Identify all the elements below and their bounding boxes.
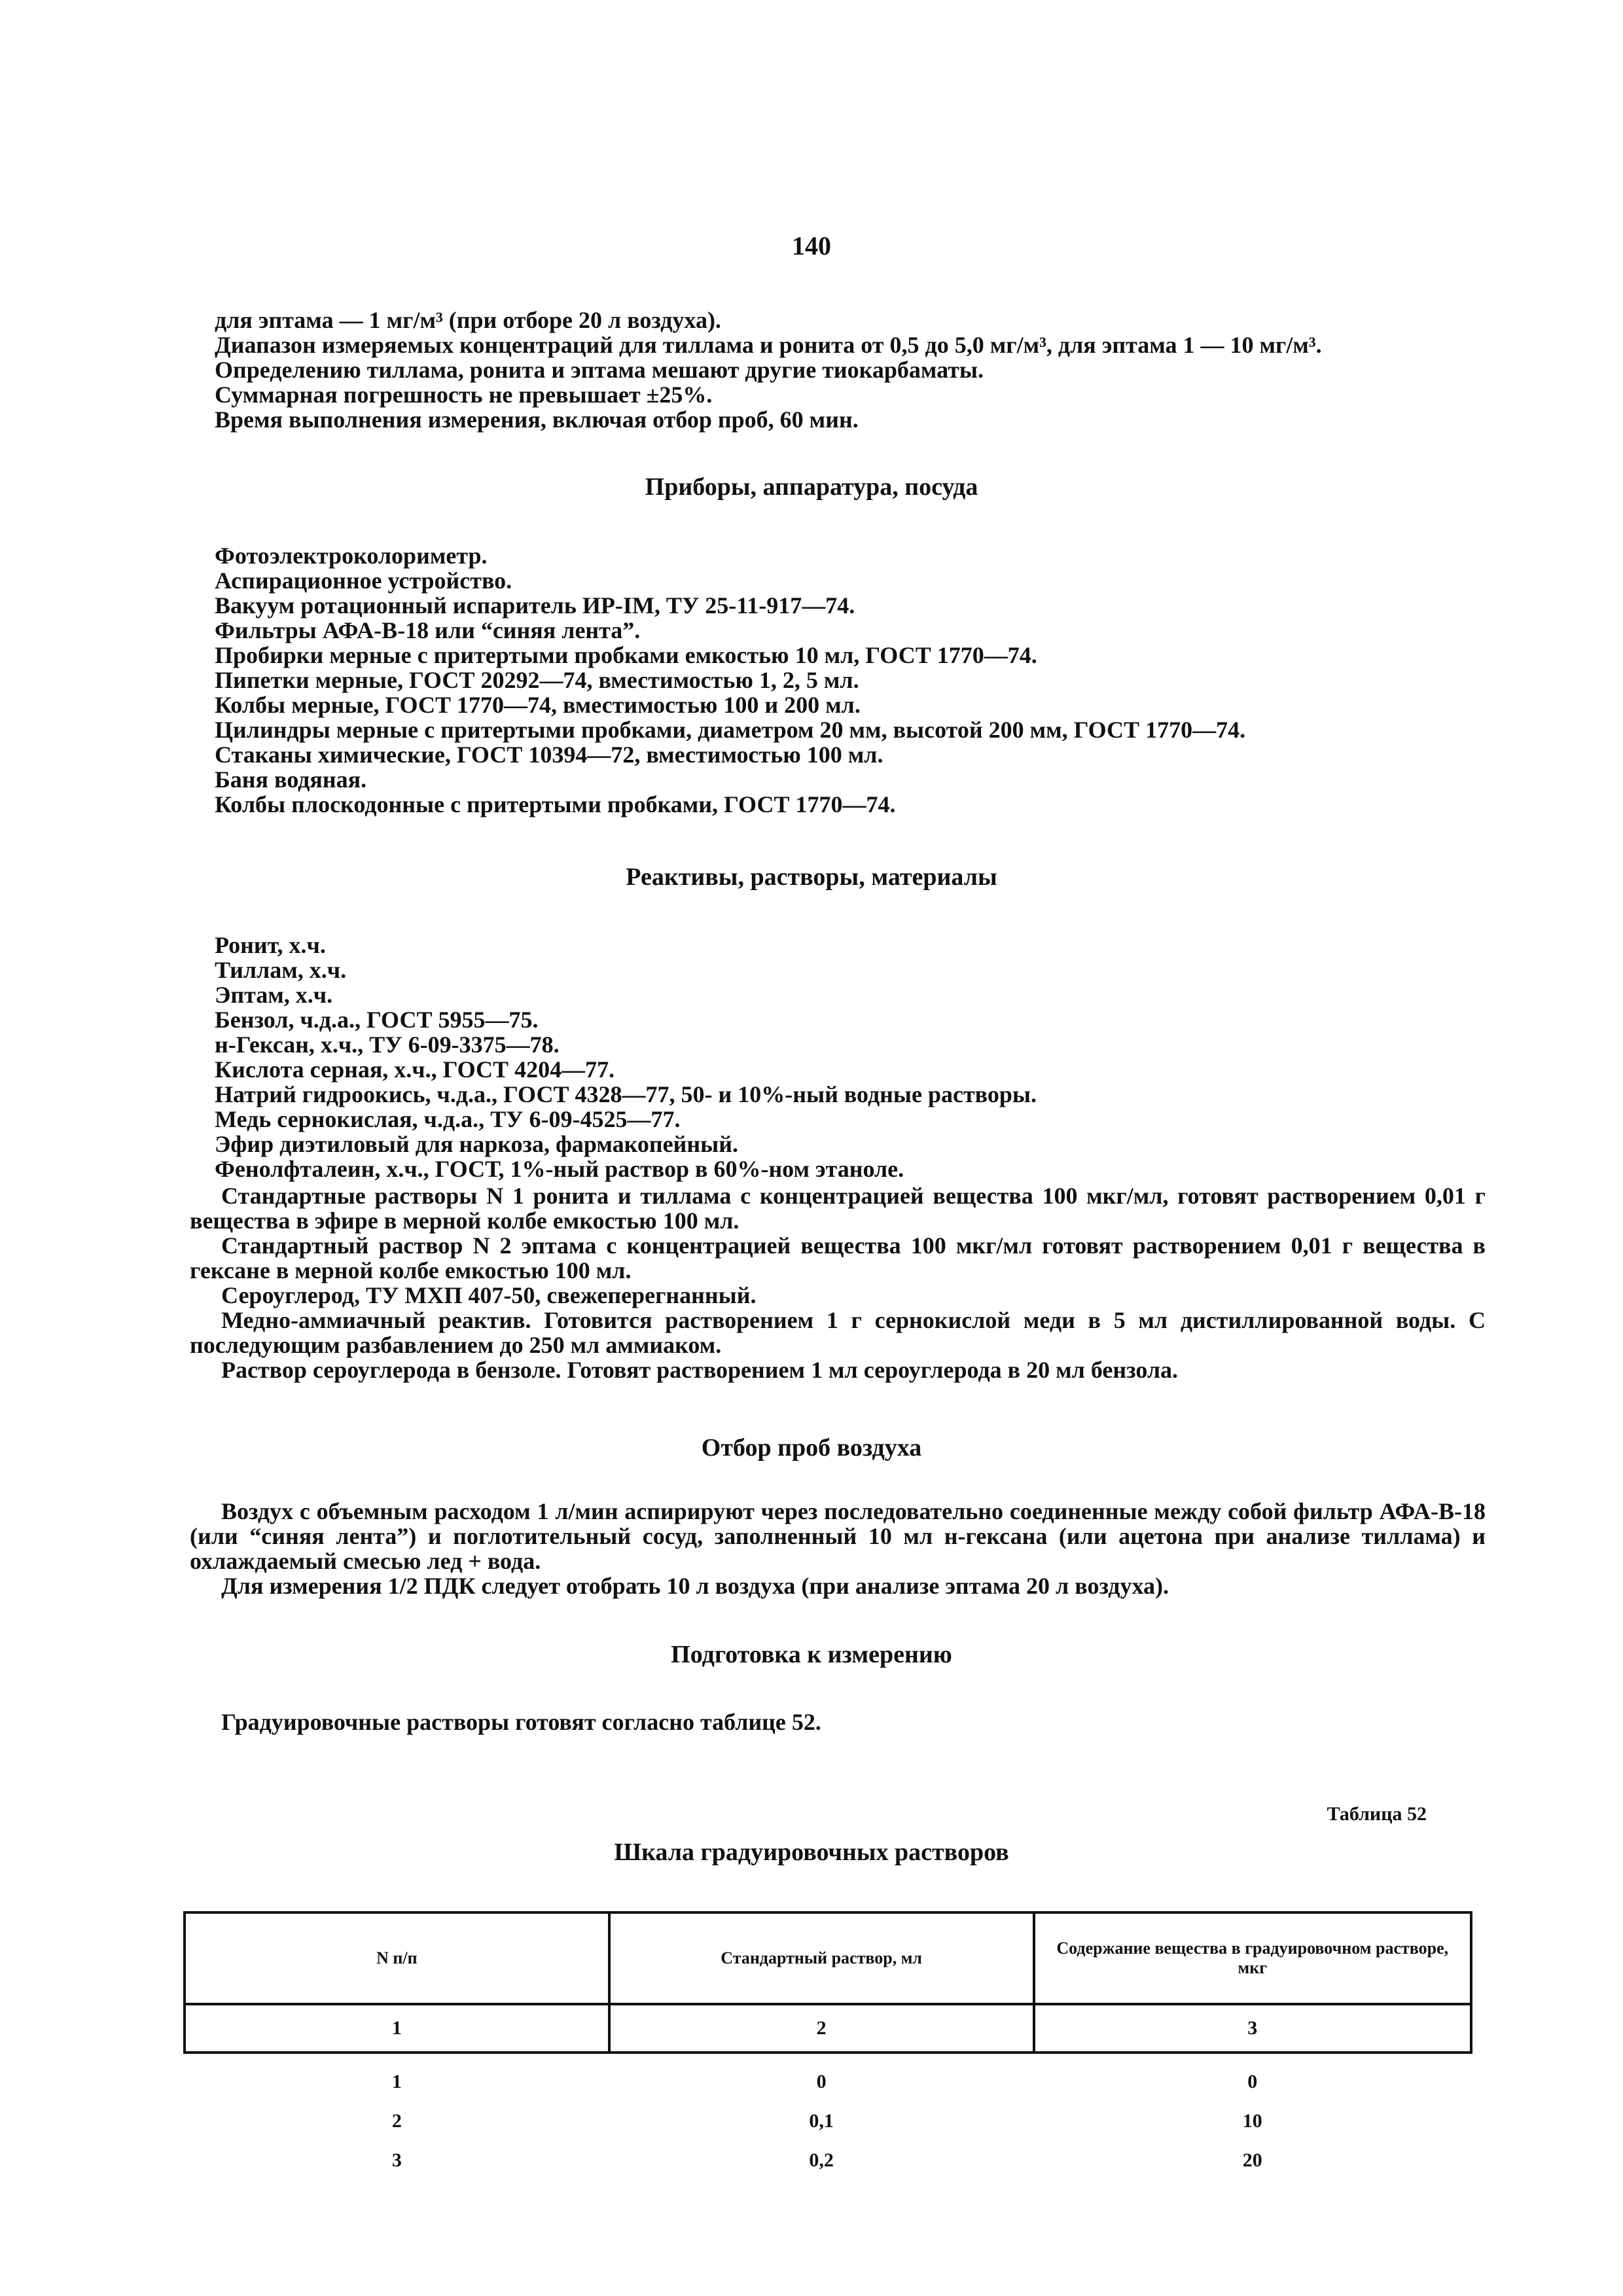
- table-cell: 0: [1247, 2071, 1258, 2092]
- table-cell: 20: [1242, 2149, 1262, 2171]
- section-heading-reagents: Реактивы, растворы, материалы: [626, 863, 997, 891]
- table-column-number-row: [185, 2004, 1471, 2053]
- paragraph: Раствор сероуглерода в бензоле. Готовят растворением 1 мл сероуглерода в 20 мл бензола.: [221, 1357, 1179, 1383]
- table-title: Шкала градуировочных растворов: [614, 1839, 1009, 1866]
- table-cell: 2: [391, 2110, 402, 2132]
- table-cell: 10: [1242, 2110, 1262, 2132]
- list-item: Фенолфталеин, х.ч., ГОСТ, 1%-ный раствор в 60%-ном этаноле.: [215, 1156, 904, 1182]
- paragraph: Стандартные растворы N 1 ронита и тиллама с концентрацией вещества 100 мкг/мл, готовят растворением 0,01 г вещества в эфире в мерной колбе емкостью 100 мл.: [190, 1183, 1486, 1234]
- list-item: Колбы мерные, ГОСТ 1770—74, вместимостью 100 и 200 мл.: [215, 692, 861, 718]
- table-cell: 0,1: [809, 2110, 834, 2132]
- table-cell: 1: [391, 2071, 402, 2092]
- paragraph: Воздух с объемным расходом 1 л/мин аспирируют через последовательно соединенные между собой фильтр АФА-В-18 (или “синяя лента”) и поглотительный сосуд, заполненный 10 мл н-гексана (или ацетона при анализе тиллама) и охлаждаемый смесью лед + вода.: [190, 1498, 1486, 1574]
- table-row: [185, 2141, 1471, 2180]
- list-item: Колбы плоскодонные с притертыми пробками, ГОСТ 1770—74.: [215, 791, 896, 817]
- preparation-paragraph: Градуировочные растворы готовят согласно таблице 52.: [221, 1709, 821, 1735]
- intro-line: для эптама — 1 мг/м³ (при отборе 20 л воздуха).: [215, 307, 721, 333]
- column-number-cell: 1: [185, 2004, 609, 2053]
- reagents-paragraphs: [190, 1183, 1486, 1382]
- column-number-cell: 3: [1034, 2004, 1471, 2053]
- list-item: Аспирационное устройство.: [215, 567, 512, 594]
- list-item: Пипетки мерные, ГОСТ 20292—74, вместимостью 1, 2, 5 мл.: [215, 667, 859, 693]
- column-number-cell: 2: [609, 2004, 1034, 2053]
- table-header-cell: Стандартный раствор, мл: [609, 1912, 1034, 2004]
- list-item: Стаканы химические, ГОСТ 10394—72, вместимостью 100 мл.: [215, 742, 883, 768]
- list-item: Пробирки мерные с притертыми пробками емкостью 10 мл, ГОСТ 1770—74.: [215, 642, 1037, 668]
- list-item: Медь сернокислая, ч.д.а., ТУ 6-09-4525—77.: [215, 1106, 681, 1132]
- list-item: Вакуум ротационный испаритель ИР-IM, ТУ 25-11-917—74.: [215, 592, 855, 619]
- list-item: Ронит, х.ч.: [215, 932, 326, 958]
- paragraph: Сероуглерод, ТУ МХП 407-50, свежеперегнанный.: [221, 1282, 757, 1308]
- table-row: [185, 2053, 1471, 2102]
- table-cell: 0: [816, 2071, 827, 2092]
- list-item: Бензол, ч.д.а., ГОСТ 5955—75.: [215, 1007, 539, 1033]
- reagents-list: [215, 933, 1484, 1181]
- intro-line: Диапазон измеряемых концентраций для тиллама и ронита от 0,5 до 5,0 мг/м³, для эптама 1 — 10 мг/м³.: [215, 332, 1322, 358]
- section-heading-preparation: Подготовка к измерению: [671, 1641, 952, 1668]
- table-header-cell: Содержание вещества в градуировочном растворе, мкг: [1034, 1912, 1471, 2004]
- page-number: 140: [792, 231, 831, 260]
- list-item: Натрий гидроокись, ч.д.а., ГОСТ 4328—77, 50- и 10%-ный водные растворы.: [215, 1081, 1037, 1107]
- intro-line: Определению тиллама, ронита и эптама мешают другие тиокарбаматы.: [215, 357, 984, 383]
- table-label: Таблица 52: [1327, 1803, 1427, 1825]
- table-row: [185, 2102, 1471, 2141]
- section-heading-instruments: Приборы, аппаратура, посуда: [645, 473, 978, 501]
- table-cell: 0,2: [809, 2149, 834, 2171]
- intro-line: Время выполнения измерения, включая отбор проб, 60 мин.: [215, 406, 859, 433]
- table-header-cell: N п/п: [185, 1912, 609, 2004]
- table-cell: 3: [391, 2149, 402, 2171]
- paragraph: Для измерения 1/2 ПДК следует отобрать 10 л воздуха (при анализе эптама 20 л воздуха).: [221, 1573, 1169, 1599]
- list-item: Цилиндры мерные с притертыми пробками, диаметром 20 мм, высотой 200 мм, ГОСТ 1770—74.: [215, 717, 1246, 743]
- intro-text: [215, 308, 1484, 432]
- list-item: Тиллам, х.ч.: [215, 957, 347, 983]
- paragraph: Медно-аммиачный реактив. Готовится растворением 1 г сернокислой меди в 5 мл дистиллированной воды. С последующим разбавлением до 250 мл аммиаком.: [190, 1307, 1486, 1358]
- calibration-table: [183, 1911, 1472, 2180]
- list-item: Фильтры АФА-В-18 или “синяя лента”.: [215, 617, 641, 643]
- table-header-row: [185, 1912, 1471, 2004]
- list-item: Эптам, х.ч.: [215, 982, 333, 1008]
- sampling-paragraphs: [190, 1499, 1486, 1598]
- instruments-list: [215, 543, 1484, 817]
- intro-line: Суммарная погрешность не превышает ±25%.: [215, 382, 713, 408]
- list-item: Кислота серная, х.ч., ГОСТ 4204—77.: [215, 1056, 615, 1083]
- section-heading-sampling: Отбор проб воздуха: [701, 1434, 922, 1462]
- paragraph: Стандартный раствор N 2 эптама с концентрацией вещества 100 мкг/мл готовят растворением 0,01 г вещества в гексане в мерной колбе емкостью 100 мл.: [190, 1232, 1486, 1283]
- list-item: Фотоэлектроколориметр.: [215, 543, 488, 569]
- list-item: Эфир диэтиловый для наркоза, фармакопейный.: [215, 1131, 738, 1157]
- list-item: н-Гексан, х.ч., ТУ 6-09-3375—78.: [215, 1031, 560, 1058]
- list-item: Баня водяная.: [215, 766, 367, 793]
